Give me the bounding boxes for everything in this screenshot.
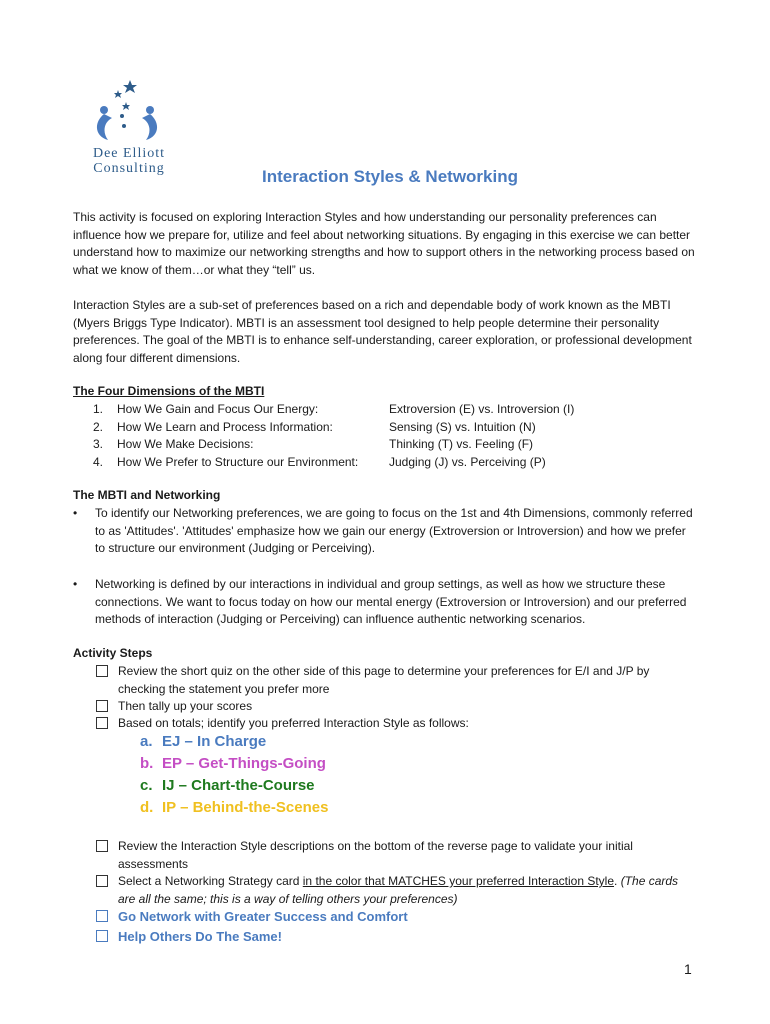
step-item: [96, 715, 696, 733]
dimension-number: 3.: [93, 437, 104, 451]
step-text: Then tally up your scores: [118, 699, 253, 713]
step-item: [96, 928, 696, 946]
step-text-punct: .: [614, 874, 621, 888]
dimension-question: How We Learn and Process Information:: [117, 419, 333, 434]
style-ip: [140, 799, 328, 816]
step-text: Review the Interaction Style descriptions on the bottom of the reverse page to validate your initial assessments: [118, 839, 633, 871]
style-letter: b.: [140, 755, 154, 772]
bullet-item: [73, 505, 698, 558]
logo-wordmark: [74, 146, 184, 176]
style-ej: [140, 733, 266, 750]
dimension-number: 4.: [93, 454, 104, 469]
dimension-answer: Thinking (T) vs. Feeling (F): [389, 437, 534, 451]
logo-line-2: Consulting: [93, 161, 165, 176]
style-letter: a.: [140, 733, 153, 750]
checkbox[interactable]: [96, 930, 108, 942]
page-title: Interaction Styles & Networking: [262, 167, 518, 186]
style-name: IJ – Chart-the-Course: [162, 777, 315, 794]
style-name: EJ – In Charge: [162, 733, 267, 750]
dimension-question: How We Gain and Focus Our Energy:: [117, 402, 319, 416]
page-number: 1: [684, 961, 692, 977]
dimension-question: How We Prefer to Structure our Environment:: [117, 454, 359, 469]
dimension-question: How We Make Decisions:: [117, 437, 254, 451]
dimension-answer: Extroversion (E) vs. Introversion (I): [389, 402, 575, 416]
checkbox[interactable]: [96, 875, 108, 887]
step-item: [96, 873, 696, 908]
style-name: EP – Get-Things-Going: [162, 755, 326, 772]
bullet-text: To identify our Networking preferences, we are going to focus on the 1st and 4th Dimensions, commonly referred to as 'Attitudes'. 'Attitudes' emphasize how we gain our energy (Extroversion or Introversion) and how we prefer to structure our environment (Judging or Perceiving).: [95, 506, 693, 555]
checkbox[interactable]: [96, 665, 108, 677]
step-item: [96, 663, 696, 698]
step-text-a: Select a Networking Strategy card: [118, 874, 303, 888]
step-item: [96, 908, 696, 926]
step-text: Review the short quiz on the other side of this page to determine your preferences for E/I and J/P by checking the statement you prefer more: [118, 664, 650, 696]
dimensions-list: [93, 401, 574, 471]
step-item: [96, 698, 696, 716]
networking-heading: The MBTI and Networking: [73, 488, 221, 502]
checkbox[interactable]: [96, 700, 108, 712]
bullet-icon: •: [73, 577, 78, 591]
dimension-row: [93, 454, 574, 472]
step-text: [118, 873, 696, 908]
step-item: [96, 838, 696, 873]
dimension-row: [93, 401, 574, 419]
dimension-answer: Sensing (S) vs. Intuition (N): [389, 419, 536, 434]
step-text: Help Others Do The Same!: [118, 929, 282, 944]
intro-paragraph: This activity is focused on exploring Interaction Styles and how understanding our personality preferences can influence how we prepare for, utilize and feel about networking situations. By engaging in this exercise we can better understand how to maximize our networking strengths and how to support others in the networking process based on what we know of them…or what they “tell” us.: [73, 210, 695, 277]
mbti-intro-paragraph: Interaction Styles are a sub-set of preferences based on a rich and dependable body of work known as the MBTI (Myers Briggs Type Indicator). MBTI is an assessment tool designed to help people determine their personality preferences. The goal of the MBTI is to enhance self-understanding, career exploration, or professional development along four different dimensions.: [73, 298, 692, 365]
checkbox[interactable]: [96, 840, 108, 852]
dimension-row: [93, 419, 574, 437]
steps-heading: Activity Steps: [73, 646, 153, 660]
style-ep: [140, 755, 326, 772]
style-letter: c.: [140, 777, 153, 794]
step-text-underlined: in the color that MATCHES your preferred Interaction Style: [302, 874, 615, 888]
dimension-number: 2.: [93, 419, 104, 434]
dimension-answer: Judging (J) vs. Perceiving (P): [389, 454, 546, 469]
step-text: Go Network with Greater Success and Comfort: [118, 909, 408, 924]
bullet-item: [73, 576, 698, 629]
bullet-text: Networking is defined by our interactions in individual and group settings, as well as how we structure these connections. We want to focus today on how our mental energy (Extroversion or Introversion) and our preferred methods of interaction (Judging or Perceiving) can influence authentic networking scenarios.: [95, 577, 687, 626]
style-name: IP – Behind-the-Scenes: [162, 799, 329, 816]
style-letter: d.: [140, 799, 154, 816]
bullet-icon: •: [73, 506, 78, 520]
dimension-row: [93, 436, 574, 454]
logo-line-1: Dee Elliott: [92, 146, 166, 161]
dimensions-heading: The Four Dimensions of the MBTI: [73, 384, 265, 398]
style-ij: [140, 777, 315, 794]
step-text: Based on totals; identify you preferred Interaction Style as follows:: [118, 716, 469, 730]
dimension-number: 1.: [93, 402, 104, 416]
checkbox[interactable]: [96, 717, 108, 729]
step-text-italic: (The cards are all the same; this is a way of telling others your preferences): [118, 874, 679, 906]
checkbox[interactable]: [96, 910, 108, 922]
